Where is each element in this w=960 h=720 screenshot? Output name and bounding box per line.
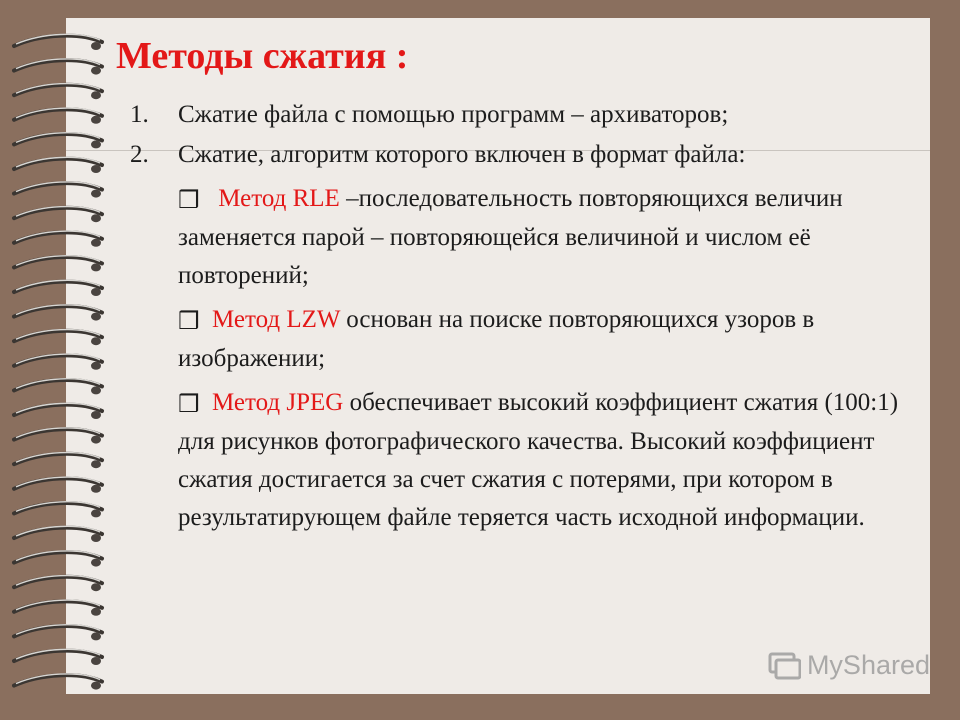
- slide-title: Методы сжатия :: [116, 35, 409, 77]
- watermark: [767, 650, 930, 681]
- method-name-rle: Метод RLE: [218, 185, 340, 212]
- bullet-text-jpeg: обеспечивает высокий коэффициент сжатия (100:1) для рисунков фотографического качества. Высокий коэффициент сжатия достигается за счет сжатия с потерями, при котором в результатирующем файле теряется часть исходной информации.: [178, 389, 899, 531]
- myshared-logo-icon: [767, 651, 801, 681]
- bullet-text-lzw: основан на поиске повторяющихся узоров в изображении;: [178, 306, 815, 372]
- list-item-number: 2.: [130, 141, 149, 168]
- watermark-text: MyShared: [806, 650, 930, 680]
- list-item-text: Сжатие, алгоритм которого включен в формат файла:: [178, 141, 746, 168]
- bullet-lzw: [178, 301, 910, 378]
- list-item: [130, 96, 910, 134]
- spiral-binding-icon: [0, 18, 110, 694]
- checkbox-icon: ❒: [178, 390, 200, 418]
- bullet-rle: [178, 180, 910, 295]
- list-item: [130, 136, 910, 174]
- list-item-number: 1.: [130, 101, 149, 128]
- list-item-text: Сжатие файла с помощью программ – архиваторов;: [178, 101, 729, 128]
- checkbox-icon: ❒: [178, 307, 200, 335]
- bullet-jpeg: [178, 384, 910, 537]
- checkbox-icon: ❒: [178, 186, 200, 214]
- method-name-jpeg: Метод JPEG: [212, 389, 344, 416]
- method-name-lzw: Метод LZW: [212, 306, 341, 333]
- slide-content: [130, 96, 910, 541]
- bullet-text-rle: –последовательность повторяющихся величин заменяется парой – повторяющейся величиной и числом её повторений;: [178, 185, 843, 289]
